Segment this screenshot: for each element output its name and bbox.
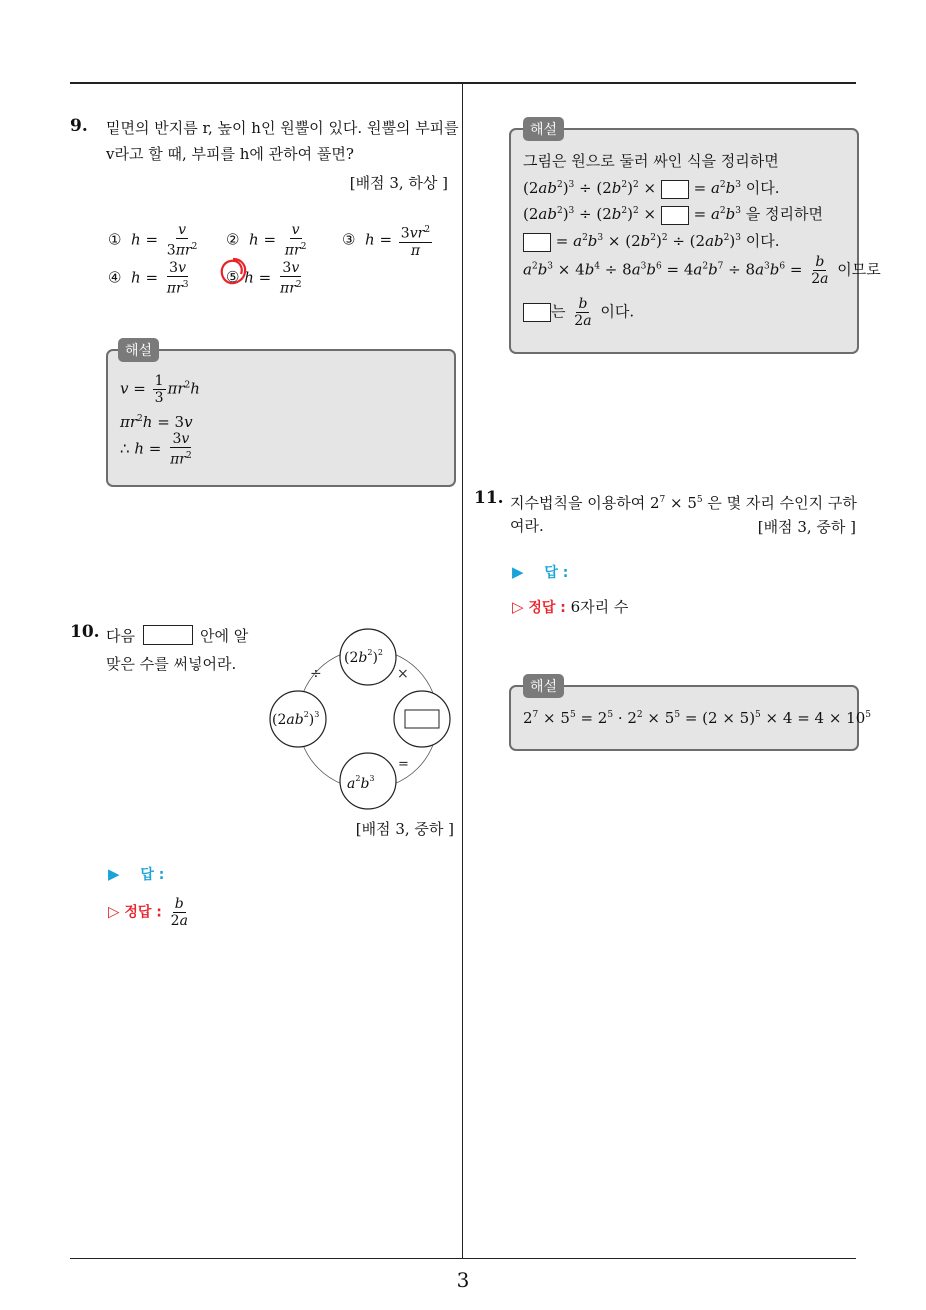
solution-line-3: $(2ab^2)^3 \div (2b^2)^2$ × = $a^2b^3$ 을 정리하면 (523, 205, 823, 223)
score: [배점 3, 하상 ] (349, 174, 448, 192)
solution-line-1: 그림은 원으로 둘러 싸인 식을 정리하면 (523, 152, 779, 170)
solution-line-5: $a^2b^3 \times 4b^4 \div 8a^3b^6 = 4a^2b^7 \div 8a^3b^6$ = $\frac{b}{2a}$ 이므로 (523, 254, 881, 287)
question-10-text-b: 안에 알 (200, 627, 249, 645)
question-11-line1: 지수법칙을 이용하여 $2^7 \times 5^5$ 은 몇 자리 수인지 구하 (510, 494, 857, 512)
svg-text:(2ab2)3: $(2ab^2)^3$ (272, 710, 320, 728)
score: [배점 3, 중하 ] (757, 518, 856, 536)
choice-marker: ⑤ (226, 268, 240, 287)
solution-eq: $2^7 \times 5^5 = 2^5 \cdot 2^2 \times 5^5 = (2 \times 5)^5 \times 4 = 4 \times 10^5$ (523, 709, 872, 727)
choice-marker: ① (108, 230, 122, 249)
q10-solution-box (509, 128, 881, 354)
correct-value: $\frac{b}{2a}$ (170, 896, 188, 929)
choice-marker: ④ (108, 268, 122, 287)
answer-label: 답 : (544, 565, 569, 581)
solution-line-6: 는 $\frac{b}{2a}$ 이다. (523, 296, 634, 329)
question-10-text-a: 다음 (106, 627, 135, 645)
solution-tag: 해설 (118, 338, 159, 362)
answer-blank-box (143, 625, 193, 645)
circle-diagram (262, 624, 458, 810)
correct-label: 정답 : (124, 904, 162, 921)
choice-1[interactable]: ① h = $\frac{v}{3\pi r^2}$ (108, 222, 198, 259)
correct-answer-row (512, 596, 628, 617)
op-divide: ÷ (310, 666, 322, 682)
svg-text:a2b3: $a^2b^3$ (347, 774, 375, 792)
solution-tag: 해설 (523, 117, 564, 141)
choice-5[interactable]: ⑤ h = $\frac{3v}{\pi r^2}$ (226, 260, 302, 297)
score: [배점 3, 중하 ] (355, 820, 454, 838)
svg-text:(2b2)2: $(2b^2)^2$ (344, 648, 383, 666)
selected-answer-circle-icon (218, 256, 248, 286)
correct-triangle-icon: ▷ (108, 902, 120, 921)
choice-3[interactable]: ③ h = $\frac{3vr^2}{\pi}$ (342, 222, 434, 259)
solution-line-4: = $a^2b^3 \times (2b^2)^2 \div (2ab^2)^3$ 이다. (523, 230, 779, 252)
answer-row (108, 864, 164, 884)
solution-line-2: $(2ab^2)^3 \div (2b^2)^2$ × = $a^2b^3$ 이다. (523, 179, 780, 197)
answer-triangle-icon: ▶ (108, 865, 120, 883)
choice-marker: ② (226, 230, 240, 249)
correct-triangle-icon: ▷ (512, 598, 524, 616)
answer-row (512, 562, 568, 582)
solution-tag: 해설 (523, 674, 564, 698)
question-number: 10. (70, 622, 100, 642)
question-10-text-c: 맞은 수를 써넣어라. (106, 655, 237, 673)
op-equals: = (398, 757, 409, 772)
choice-marker: ③ (342, 230, 356, 249)
answer-triangle-icon: ▶ (512, 563, 524, 581)
correct-value: 6자리 수 (570, 598, 629, 616)
page-number: 3 (456, 1268, 470, 1292)
choice-4[interactable]: ④ h = $\frac{3v}{\pi r^3}$ (108, 260, 189, 297)
solution-eq-2: $\pi r^2h = 3v$ (120, 413, 193, 431)
op-times: × (397, 666, 409, 682)
question-text-line2: v라고 할 때, 부피를 h에 관하여 풀면? (106, 145, 354, 163)
solution-eq-3: ∴ h = $\frac{3v}{\pi r^2}$ (120, 431, 192, 468)
top-rule (70, 82, 856, 84)
choice-2[interactable]: ② h = $\frac{v}{\pi r^2}$ (226, 222, 307, 259)
column-divider (462, 82, 463, 1258)
correct-label: 정답 : (528, 600, 566, 616)
q9-solution-box (106, 349, 456, 487)
question-text-line1: 밑면의 반지름 r, 높이 h인 원뿔이 있다. 원뿔의 부피를 (106, 119, 459, 137)
bottom-rule (70, 1258, 856, 1259)
choice-list (108, 220, 458, 300)
correct-answer-row (108, 896, 192, 929)
node-right-blank (405, 710, 439, 728)
solution-eq-1: v = $\frac{1}{3}$ $\pi r^2h$ (120, 373, 200, 406)
answer-label: 답 : (140, 867, 165, 883)
question-11-line2: 여라. (510, 517, 544, 535)
question-number: 11. (474, 488, 504, 508)
question-number: 9. (70, 116, 88, 136)
